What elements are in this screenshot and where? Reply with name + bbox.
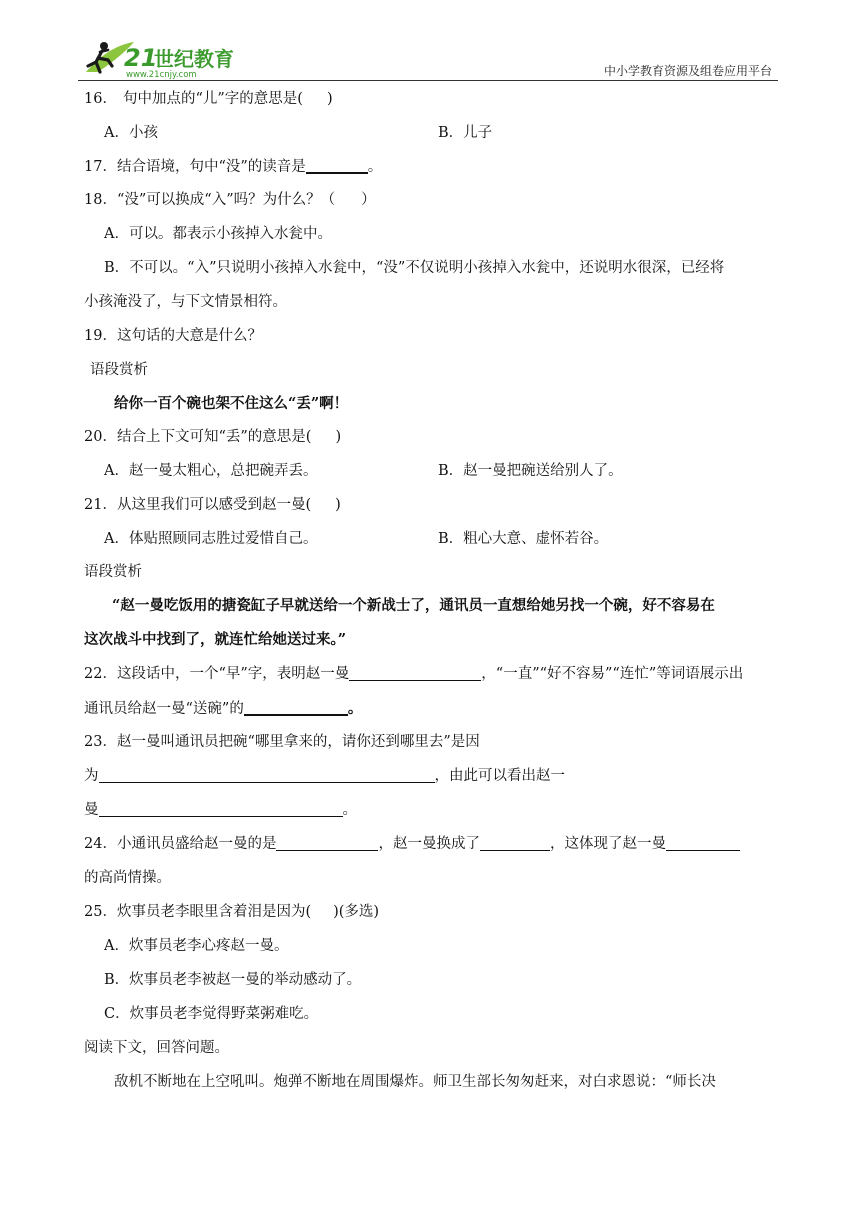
section-title: 语段赏析 <box>90 362 148 378</box>
q21-option-a: A．体贴照顾同志胜过爱惜自己。 <box>104 531 318 547</box>
section-title: 语段赏析 <box>84 564 142 580</box>
question-25: 25．炊事员老李眼里含着泪是因为( )(多选) <box>84 904 380 920</box>
q18-option-a: A．可以。都表示小孩掉入水瓮中。 <box>104 226 332 242</box>
q25-option-b: B．炊事员老李被赵一曼的举动感动了。 <box>104 972 362 988</box>
answer-blank[interactable] <box>306 156 368 174</box>
q16-option-a: A．小孩 <box>104 125 158 141</box>
answer-blank[interactable] <box>99 800 343 817</box>
page-header <box>78 36 778 82</box>
answer-blank[interactable] <box>349 664 481 681</box>
header-divider <box>78 80 778 81</box>
question-23-line1: 23．赵一曼叫通讯员把碗“哪里拿来的，请你还到哪里去”是因 <box>84 734 480 750</box>
question-17: 17．结合语境，句中“没”的读音是 。 <box>84 156 382 177</box>
answer-blank[interactable] <box>276 834 378 851</box>
question-24-line2: 的高尚情操。 <box>84 870 171 886</box>
answer-blank[interactable] <box>244 698 348 716</box>
section-quote: 给你一百个碗也架不住这么“丢”啊！ <box>114 395 349 412</box>
q16-option-b: B．儿子 <box>438 125 493 141</box>
question-21: 21．从这里我们可以感受到赵一曼( ) <box>84 497 341 513</box>
question-18: 18．“没”可以换成“入”吗？为什么？（ ） <box>84 192 376 208</box>
q18-option-b-line2: 小孩淹没了，与下文情景相符。 <box>84 294 287 310</box>
question-22-line2: 通讯员给赵一曼“送碗”的 。 <box>84 700 363 717</box>
q20-option-a: A．赵一曼太粗心，总把碗弄丢。 <box>104 463 318 479</box>
question-24-line1: 24．小通讯员盛给赵一曼的是 ，赵一曼换成了 ，这体现了赵一曼 <box>84 834 740 854</box>
q20-option-b: B．赵一曼把碗送给别人了。 <box>438 463 623 479</box>
svg-text:世纪教育: 世纪教育 <box>154 47 234 71</box>
q21-option-b: B．粗心大意、虚怀若谷。 <box>438 531 609 547</box>
section-quote-line2: 这次战斗中找到了，就连忙给她送过来。” <box>84 631 347 648</box>
question-19: 19．这句话的大意是什么？ <box>84 328 262 344</box>
platform-label: 中小学教育资源及组卷应用平台 <box>603 64 772 78</box>
question-20: 20．结合上下文可知“丢”的意思是( ) <box>84 429 342 445</box>
question-23-line2: 为 ，由此可以看出赵一 <box>84 768 565 784</box>
answer-blank[interactable] <box>666 834 740 851</box>
question-23-line3: 曼 。 <box>84 802 357 818</box>
q25-option-c: C．炊事员老李觉得野菜粥难吃。 <box>104 1006 319 1022</box>
answer-blank[interactable] <box>99 766 435 783</box>
question-16: 16． 句中加点的“儿”字的意思是( ) <box>84 91 333 107</box>
site-logo <box>78 36 253 80</box>
q25-option-a: A．炊事员老李心疼赵一曼。 <box>104 938 289 954</box>
q18-option-b-line1: B．不可以。“入”只说明小孩掉入水瓮中，“没”不仅说明小孩掉入水瓮中，还说明水很深，已经将 <box>104 260 725 276</box>
reading-instruction: 阅读下文，回答问题。 <box>84 1040 229 1056</box>
section-quote-line1: “赵一曼吃饭用的搪瓷缸子早就送给一个新战士了，通讯员一直想给她另找一个碗，好不容易在 <box>112 597 715 614</box>
reading-paragraph: 敌机不断地在上空吼叫。炮弹不断地在周围爆炸。师卫生部长匆匆赶来，对白求恩说：“师长决 <box>114 1074 716 1090</box>
svg-text:21: 21 <box>124 44 158 72</box>
question-22-line1: 22．这段话中，一个“早”字，表明赵一曼 ，“一直”“好不容易”“连忙”等词语展示出 <box>84 666 744 682</box>
svg-text:www.21cnjy.com: www.21cnjy.com <box>126 70 197 80</box>
answer-blank[interactable] <box>480 834 550 851</box>
